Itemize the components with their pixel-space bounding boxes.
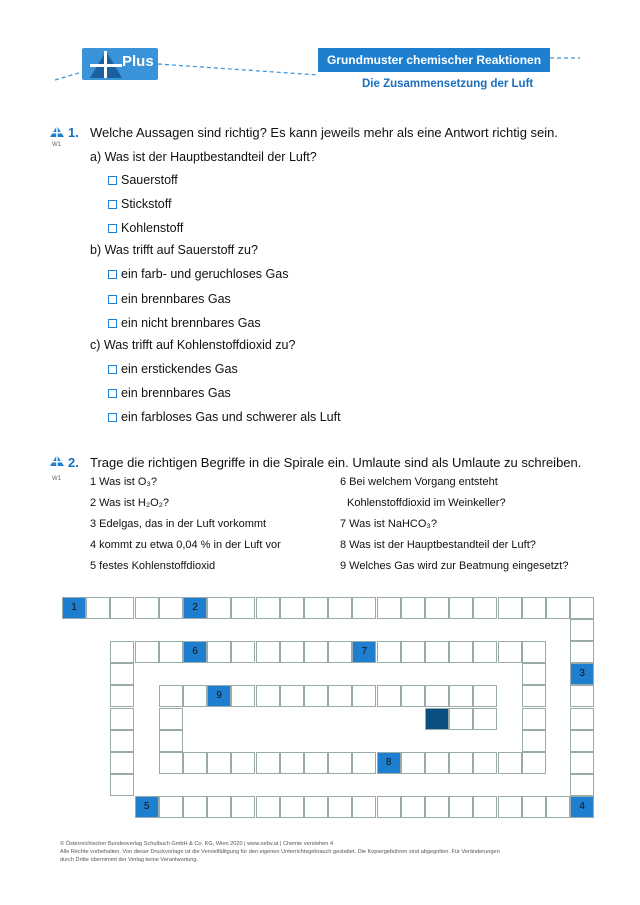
- spiral-cell[interactable]: [498, 641, 522, 663]
- spiral-cell[interactable]: [110, 685, 134, 707]
- spiral-cell[interactable]: [256, 641, 280, 663]
- spiral-cell[interactable]: [207, 641, 231, 663]
- spiral-cell[interactable]: [328, 597, 352, 619]
- spiral-cell[interactable]: [304, 685, 328, 707]
- q1-option[interactable]: Stickstoff: [108, 197, 171, 211]
- spiral-cell[interactable]: [377, 597, 401, 619]
- spiral-cell[interactable]: [498, 597, 522, 619]
- spiral-cell[interactable]: [207, 597, 231, 619]
- spiral-cell[interactable]: [401, 641, 425, 663]
- spiral-cell[interactable]: [522, 663, 546, 685]
- spiral-cell[interactable]: [159, 597, 183, 619]
- spiral-cell[interactable]: [352, 752, 376, 774]
- spiral-cell[interactable]: [304, 796, 328, 818]
- spiral-cell[interactable]: [522, 730, 546, 752]
- checkbox[interactable]: [108, 224, 117, 233]
- spiral-cell[interactable]: [522, 597, 546, 619]
- spiral-cell[interactable]: [280, 597, 304, 619]
- footer-copyright: © Österreichischer Bundesverlag Schulbuch GmbH & Co. KG, Wien 2020 | www.oebv.at | Chemie verstehen 4: [60, 841, 334, 847]
- clue-left: 4 kommt zu etwa 0,04 % in der Luft vor: [90, 539, 281, 551]
- spiral-center-cell[interactable]: [425, 708, 449, 730]
- spiral-cell[interactable]: [570, 597, 594, 619]
- spiral-cell[interactable]: [570, 730, 594, 752]
- spiral-cell[interactable]: [183, 685, 207, 707]
- spiral-cell[interactable]: [304, 597, 328, 619]
- spiral-cell[interactable]: [473, 641, 497, 663]
- clue-right: 7 Was ist NaHCO₃?: [340, 518, 437, 530]
- checkbox[interactable]: [108, 319, 117, 328]
- clue-right: Kohlenstoffdioxid im Weinkeller?: [347, 497, 506, 509]
- spiral-cell[interactable]: [522, 708, 546, 730]
- spiral-cell[interactable]: [473, 708, 497, 730]
- spiral-cell[interactable]: [473, 796, 497, 818]
- spiral-cell[interactable]: [256, 685, 280, 707]
- clue-left: 3 Edelgas, das in der Luft vorkommt: [90, 518, 267, 530]
- clue-right: 9 Welches Gas wird zur Beatmung eingesetzt?: [340, 560, 569, 572]
- clue-right: 6 Bei welchem Vorgang entsteht: [340, 476, 498, 488]
- triangle-logo-icon: [86, 48, 126, 80]
- spiral-cell[interactable]: [352, 796, 376, 818]
- q1-option[interactable]: Sauerstoff: [108, 173, 178, 187]
- spiral-cell[interactable]: [256, 752, 280, 774]
- q2-number: 2.: [68, 455, 79, 470]
- spiral-cell[interactable]: [280, 752, 304, 774]
- spiral-cell[interactable]: [183, 752, 207, 774]
- q1-text: Welche Aussagen sind richtig? Es kann jeweils mehr als eine Antwort richtig sein.: [90, 125, 558, 140]
- spiral-cell[interactable]: [449, 597, 473, 619]
- spiral-cell[interactable]: [522, 796, 546, 818]
- spiral-cell[interactable]: [110, 597, 134, 619]
- q1-option[interactable]: ein farb- und geruchloses Gas: [108, 267, 288, 281]
- q1-option[interactable]: ein brennbares Gas: [108, 386, 231, 400]
- plus-logo: [82, 48, 158, 80]
- spiral-cell[interactable]: [159, 730, 183, 752]
- q1-level: W1: [52, 142, 61, 148]
- spiral-cell[interactable]: [110, 708, 134, 730]
- spiral-cell[interactable]: [231, 685, 255, 707]
- checkbox[interactable]: [108, 365, 117, 374]
- q1-option[interactable]: ein brennbares Gas: [108, 292, 231, 306]
- spiral-cell[interactable]: [159, 796, 183, 818]
- section-title: Die Zusammensetzung der Luft: [362, 78, 534, 90]
- spiral-cell[interactable]: [135, 641, 159, 663]
- spiral-cell[interactable]: [473, 752, 497, 774]
- spiral-numbered-cell[interactable]: 5: [135, 796, 159, 818]
- spiral-cell[interactable]: [110, 663, 134, 685]
- checkbox[interactable]: [108, 176, 117, 185]
- spiral-cell[interactable]: [522, 752, 546, 774]
- q1-option[interactable]: ein erstickendes Gas: [108, 362, 238, 376]
- spiral-numbered-cell[interactable]: 3: [570, 663, 594, 685]
- clue-right: 8 Was ist der Hauptbestandteil der Luft?: [340, 539, 536, 551]
- spiral-cell[interactable]: [570, 685, 594, 707]
- spiral-cell[interactable]: [280, 641, 304, 663]
- spiral-numbered-cell[interactable]: 1: [62, 597, 86, 619]
- spiral-cell[interactable]: [328, 685, 352, 707]
- spiral-cell[interactable]: [425, 685, 449, 707]
- spiral-cell[interactable]: [256, 796, 280, 818]
- logo-label: Plus: [122, 53, 154, 70]
- footer-rights-cont: durch Dritte übernimmt der Verlag keine Verantwortung.: [60, 857, 199, 863]
- footer: [60, 840, 620, 864]
- spiral-cell[interactable]: [449, 708, 473, 730]
- spiral-cell[interactable]: [328, 752, 352, 774]
- spiral-cell[interactable]: [425, 752, 449, 774]
- spiral-cell[interactable]: [546, 796, 570, 818]
- spiral-cell[interactable]: [110, 774, 134, 796]
- spiral-cell[interactable]: [570, 708, 594, 730]
- q1-option[interactable]: ein nicht brennbares Gas: [108, 316, 261, 330]
- spiral-cell[interactable]: [159, 685, 183, 707]
- spiral-cell[interactable]: [377, 641, 401, 663]
- clue-left: 2 Was ist H₂O₂?: [90, 497, 170, 509]
- spiral-cell[interactable]: [473, 685, 497, 707]
- spiral-cell[interactable]: [256, 597, 280, 619]
- q1-number: 1.: [68, 125, 79, 140]
- spiral-cell[interactable]: [425, 641, 449, 663]
- chapter-title: Grundmuster chemischer Reaktionen: [318, 48, 550, 72]
- spiral-cell[interactable]: [377, 685, 401, 707]
- spiral-cell[interactable]: [570, 752, 594, 774]
- spiral-cell[interactable]: [425, 796, 449, 818]
- spiral-cell[interactable]: [328, 641, 352, 663]
- spiral-cell[interactable]: [110, 730, 134, 752]
- spiral-cell[interactable]: [546, 597, 570, 619]
- spiral-cell[interactable]: [135, 597, 159, 619]
- spiral-cell[interactable]: [425, 597, 449, 619]
- spiral-cell[interactable]: [86, 597, 110, 619]
- spiral-cell[interactable]: [570, 619, 594, 641]
- q1-part-a: a) Was ist der Hauptbestandteil der Luft?: [90, 150, 317, 164]
- clue-left: 5 festes Kohlenstoffdioxid: [90, 560, 216, 572]
- q1-part-b: b) Was trifft auf Sauerstoff zu?: [90, 243, 258, 257]
- spiral-cell[interactable]: [449, 685, 473, 707]
- spiral-cell[interactable]: [159, 641, 183, 663]
- spiral-cell[interactable]: [280, 796, 304, 818]
- spiral-cell[interactable]: [401, 796, 425, 818]
- q2-text: Trage die richtigen Begriffe in die Spirale ein. Umlaute sind als Umlaute zu schreiben.: [90, 455, 582, 470]
- footer-rights: Alle Rechte vorbehalten. Von dieser Druckvorlage ist die Vervielfältigung für den eigenen Unterrichtsgebrauch gestattet. Die Kopiergebühren sind abgegolten. Für Veränderungen: [60, 849, 500, 855]
- spiral-cell[interactable]: [352, 685, 376, 707]
- spiral-cell[interactable]: [304, 752, 328, 774]
- spiral-cell[interactable]: [401, 597, 425, 619]
- q2-level: W1: [52, 476, 61, 482]
- spiral-numbered-cell[interactable]: 6: [183, 641, 207, 663]
- spiral-cell[interactable]: [159, 752, 183, 774]
- q1-part-c: c) Was trifft auf Kohlenstoffdioxid zu?: [90, 338, 296, 352]
- spiral-cell[interactable]: [473, 597, 497, 619]
- spiral-cell[interactable]: [570, 774, 594, 796]
- spiral-cell[interactable]: [280, 685, 304, 707]
- checkbox[interactable]: [108, 389, 117, 398]
- checkbox[interactable]: [108, 270, 117, 279]
- spiral-numbered-cell[interactable]: 4: [570, 796, 594, 818]
- spiral-cell[interactable]: [328, 796, 352, 818]
- q1-option[interactable]: ein farbloses Gas und schwerer als Luft: [108, 410, 341, 424]
- spiral-cell[interactable]: [207, 752, 231, 774]
- checkbox[interactable]: [108, 200, 117, 209]
- spiral-cell[interactable]: [159, 708, 183, 730]
- checkbox[interactable]: [108, 413, 117, 422]
- spiral-cell[interactable]: [110, 641, 134, 663]
- checkbox[interactable]: [108, 295, 117, 304]
- spiral-cell[interactable]: [304, 641, 328, 663]
- spiral-cell[interactable]: [522, 641, 546, 663]
- q1-option[interactable]: Kohlenstoff: [108, 221, 183, 235]
- spiral-cell[interactable]: [522, 685, 546, 707]
- spiral-cell[interactable]: [110, 752, 134, 774]
- spiral-cell[interactable]: [231, 796, 255, 818]
- spiral-cell[interactable]: [449, 641, 473, 663]
- spiral-cell[interactable]: [570, 641, 594, 663]
- level-triangle-icon: [50, 126, 64, 138]
- spiral-cell[interactable]: [231, 752, 255, 774]
- spiral-numbered-cell[interactable]: 2: [183, 597, 207, 619]
- spiral-cell[interactable]: [231, 641, 255, 663]
- clue-left: 1 Was ist O₃?: [90, 476, 158, 488]
- spiral-cell[interactable]: [449, 796, 473, 818]
- spiral-cell[interactable]: [377, 796, 401, 818]
- spiral-numbered-cell[interactable]: 9: [207, 685, 231, 707]
- spiral-numbered-cell[interactable]: 7: [352, 641, 376, 663]
- spiral-cell[interactable]: [352, 597, 376, 619]
- spiral-cell[interactable]: [401, 752, 425, 774]
- spiral-cell[interactable]: [449, 752, 473, 774]
- spiral-cell[interactable]: [498, 752, 522, 774]
- level-triangle-icon: [50, 455, 64, 467]
- spiral-cell[interactable]: [231, 597, 255, 619]
- spiral-cell[interactable]: [401, 685, 425, 707]
- spiral-cell[interactable]: [207, 796, 231, 818]
- spiral-cell[interactable]: [498, 796, 522, 818]
- spiral-numbered-cell[interactable]: 8: [377, 752, 401, 774]
- spiral-cell[interactable]: [183, 796, 207, 818]
